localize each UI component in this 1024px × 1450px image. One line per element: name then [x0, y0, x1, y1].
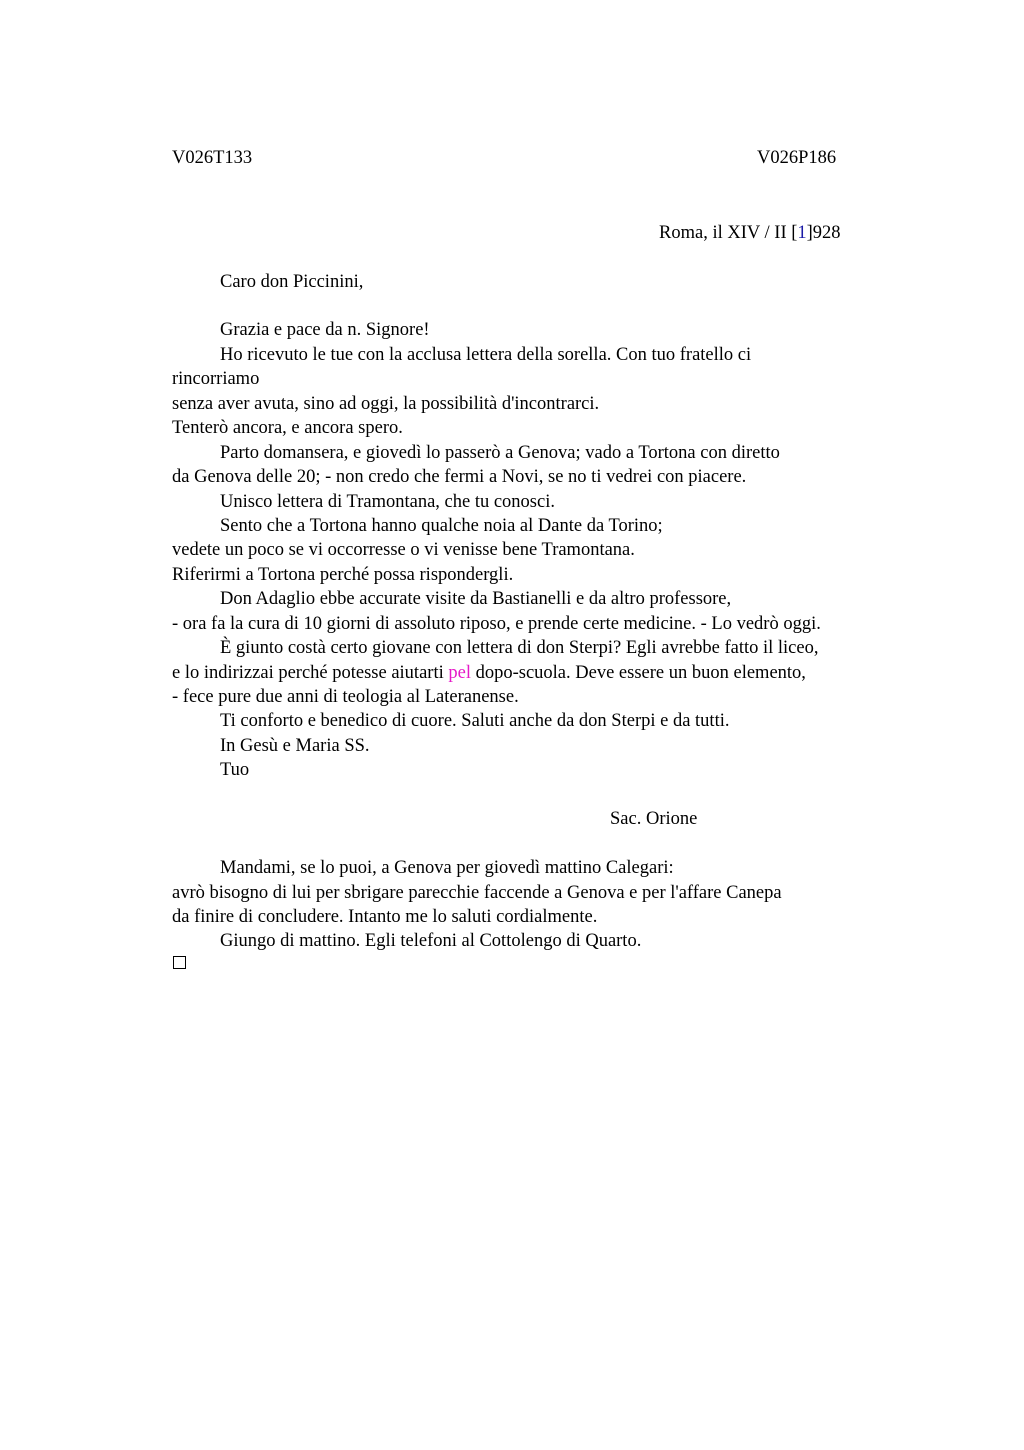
postscript-line: Giungo di mattino. Egli telefoni al Cottolengo di Quarto.	[220, 931, 642, 951]
dateline	[659, 224, 841, 243]
signature: Sac. Orione	[610, 809, 698, 829]
body-line: da Genova delle 20; - non credo che fermi a Novi, se no ti vedrei con piacere.	[172, 467, 747, 487]
body-line: Parto domansera, e giovedì lo passerò a Genova; vado a Tortona con diretto	[220, 443, 780, 463]
body-line: In Gesù e Maria SS.	[220, 736, 370, 756]
document-code-left: V026T133	[172, 148, 253, 168]
body-text: dopo-scuola. Deve essere un buon elemento,	[470, 663, 806, 683]
salutation: Caro don Piccinini,	[220, 272, 364, 292]
body-line: Tenterò ancora, e ancora spero.	[172, 418, 403, 438]
dateline-suffix: ]928	[806, 223, 841, 243]
body-line: È giunto costà certo giovane con lettera di don Sterpi? Egli avrebbe fatto il liceo,	[220, 638, 819, 658]
dateline-prefix: Roma, il XIV / II [	[659, 223, 798, 243]
body-line: Sento che a Tortona hanno qualche noia al Dante da Torino;	[220, 516, 663, 536]
body-line: - ora fa la cura di 10 giorni di assoluto riposo, e prende certe medicine. - Lo vedrò oggi.	[172, 614, 821, 634]
closing: Tuo	[220, 760, 250, 780]
body-line	[172, 664, 806, 683]
body-line: senza aver avuta, sino ad oggi, la possibilità d'incontrarci.	[172, 394, 600, 414]
document-code-right: V026P186	[757, 148, 837, 168]
body-line: Unisco lettera di Tramontana, che tu conosci.	[220, 492, 555, 512]
body-line: Riferirmi a Tortona perché possa rispondergli.	[172, 565, 514, 585]
body-line: Ho ricevuto le tue con la acclusa lettera della sorella. Con tuo fratello ci	[220, 345, 752, 365]
highlighted-word: pel	[448, 663, 471, 683]
postscript-line: Mandami, se lo puoi, a Genova per giovedì mattino Calegari:	[220, 858, 674, 878]
body-line: rincorriamo	[172, 369, 260, 389]
empty-checkbox-glyph	[173, 956, 186, 969]
body-line: Ti conforto e benedico di cuore. Saluti anche da don Sterpi e da tutti.	[220, 711, 730, 731]
body-line: Grazia e pace da n. Signore!	[220, 320, 430, 340]
body-text: e lo indirizzai perché potesse aiutarti	[172, 663, 449, 683]
body-line: Don Adaglio ebbe accurate visite da Bastianelli e da altro professore,	[220, 589, 732, 609]
body-line: - fece pure due anni di teologia al Lateranense.	[172, 687, 519, 707]
dateline-bracket-digit: 1	[797, 223, 807, 243]
postscript-line: avrò bisogno di lui per sbrigare parecchie faccende a Genova e per l'affare Canepa	[172, 883, 782, 903]
postscript-line: da finire di concludere. Intanto me lo saluti cordialmente.	[172, 907, 598, 927]
body-line: vedete un poco se vi occorresse o vi venisse bene Tramontana.	[172, 540, 635, 560]
